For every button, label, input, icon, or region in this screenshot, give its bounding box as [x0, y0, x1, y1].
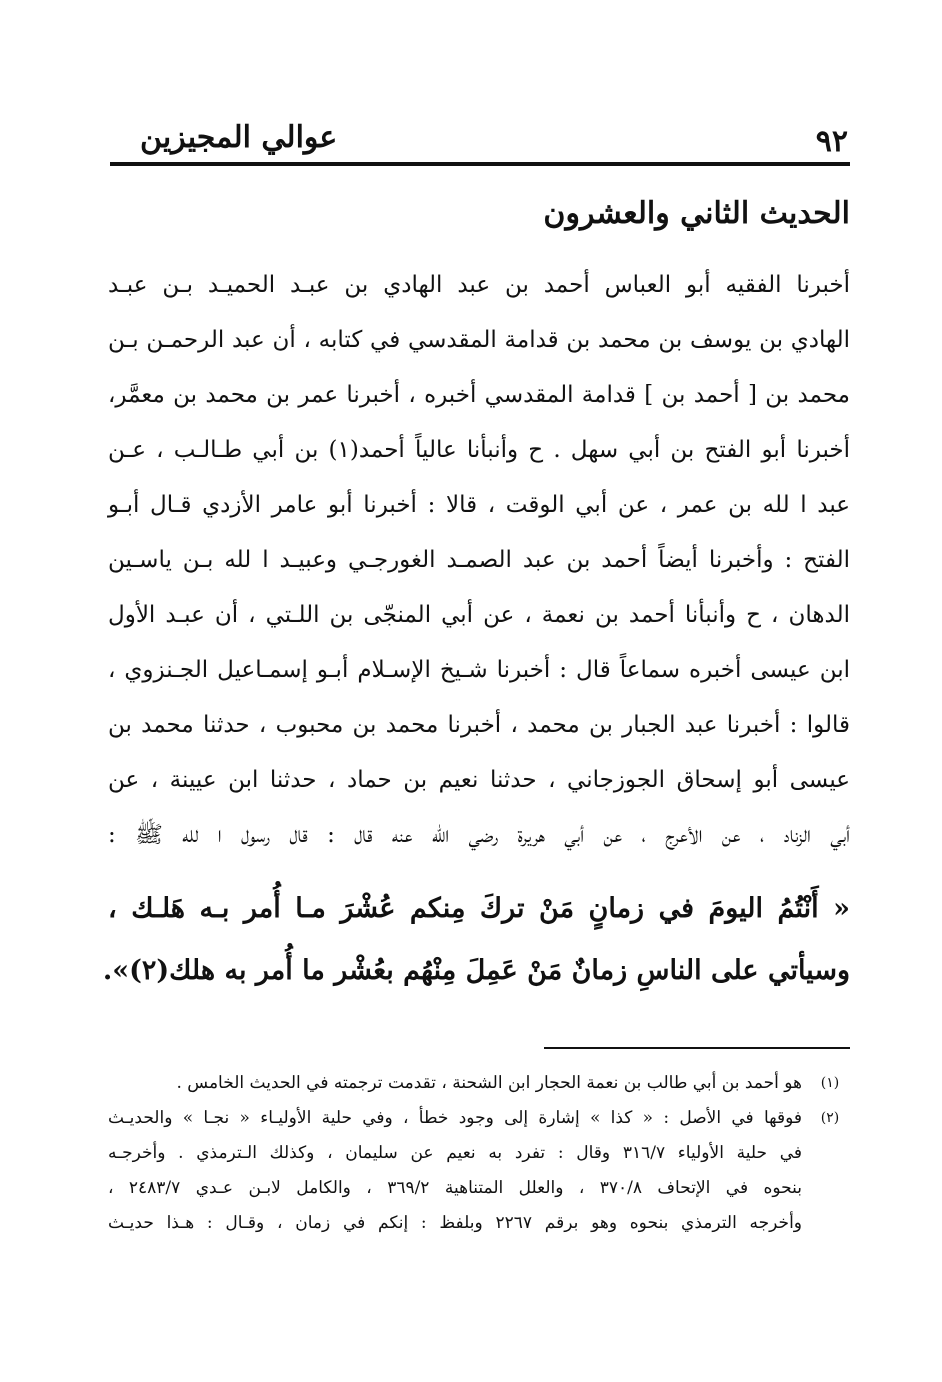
- footnote-marker: (٢): [820, 1110, 840, 1126]
- footnote-line: في حلية الأولياء ٣١٦/٧ وقال : تفرد به نعيم عن سليمان ، وكذلك الـترمذي . وأخرجـه: [108, 1143, 802, 1163]
- footnotes: [108, 1066, 850, 1241]
- body-line: الفتح : وأخبرنا أيضاً أحمد بن عبد الصمـد الغورجـي وعبيـد ا لله بـن ياسـين: [108, 547, 850, 573]
- body-text: [108, 258, 850, 863]
- body-line: محمد بن [ أحمد بن ] قدامة المقدسي أخبره ، أخبرنا عمر بن محمد بن معمَّر،: [108, 382, 850, 408]
- page-number: ٩٢: [815, 124, 848, 159]
- hadith-text: [102, 878, 850, 1002]
- body-line: عبد ا لله بن عمر ، عن أبي الوقت ، قالا : أخبرنا أبو عامر الأزدي قـال أبـو: [108, 492, 850, 518]
- body-line: أبي الزناد ، عن الأعرج ، عن أبي هريرة رضي الله عنه قال : قال رسول ا لله ﷺ :: [108, 822, 850, 848]
- running-header: [110, 118, 848, 164]
- footnote-line: بنحوه في الإتحاف ٣٧٠/٨ ، والعلل المتناهية ٣٦٩/٢ ، والكامل لابـن عـدي ٢٤٨٣/٧ ،: [108, 1178, 802, 1198]
- body-line: ابن عيسى أخبره سماعاً قال : أخبرنا شـيخ الإسـلام أبـو إسمـاعيل الجـنزوي ،: [108, 657, 850, 683]
- body-line: عيسى أبو إسحاق الجوزجاني ، حدثنا نعيم بن حماد ، حدثنا ابن عيينة ، عن: [108, 767, 850, 793]
- section-heading: الحديث الثاني والعشرون: [543, 196, 850, 231]
- hadith-line: وسيأتي على الناسِ زمانٌ مَنْ عَمِلَ مِنْهُم بعُشْر ما أُمر به هلك(٢)».: [102, 955, 850, 986]
- footnote-line: هو أحمد بن أبي طالب بن نعمة الحجار ابن الشحنة ، تقدمت ترجمته في الحديث الخامس .: [176, 1073, 802, 1093]
- footnote-rule: [544, 1047, 850, 1049]
- body-line: الهادي بن يوسف بن محمد بن قدامة المقدسي في كتابه ، أن عبد الرحمـن بـن: [108, 327, 850, 353]
- footnote-marker: (١): [820, 1075, 840, 1091]
- footnote-line: فوقها في الأصل : « كذا » إشارة إلى وجود خطأ ، وفي حلية الأوليـاء « نجـا » والحديـث: [108, 1108, 802, 1128]
- body-line: الدهان ، ح وأنبأنا أحمد بن نعمة ، عن أبي المنجّى بن اللـتي ، أن عبـد الأول: [108, 602, 850, 628]
- hadith-line: « أَنْتُمُ اليومَ في زمانٍ مَنْ تركَ مِنكم عُشْرَ مـا أُمر بـه هَلـك ،: [108, 893, 850, 924]
- body-line: قالوا : أخبرنا عبد الجبار بن محمد ، أخبرنا محمد بن محبوب ، حدثنا محمد بن: [108, 712, 850, 738]
- book-title: عوالي المجيزين: [140, 120, 338, 155]
- footnote: [108, 1066, 850, 1101]
- body-line: أخبرنا الفقيه أبو العباس أحمد بن عبد الهادي بن عبـد الحميـد بـن عبـد: [108, 272, 850, 298]
- footnote-line: وأخرجه الترمذي بنحوه وهو برقم ٢٢٦٧ وبلفظ : إنكم في زمان ، وقـال : هـذا حديـث: [108, 1213, 802, 1233]
- body-line: أخبرنا أبو الفتح بن أبي سهل . ح وأنبأنا عالياً أحمد(١) بن أبي طـالـب ، عـن: [108, 437, 850, 463]
- header-rule: [110, 162, 850, 166]
- footnote: [108, 1101, 850, 1241]
